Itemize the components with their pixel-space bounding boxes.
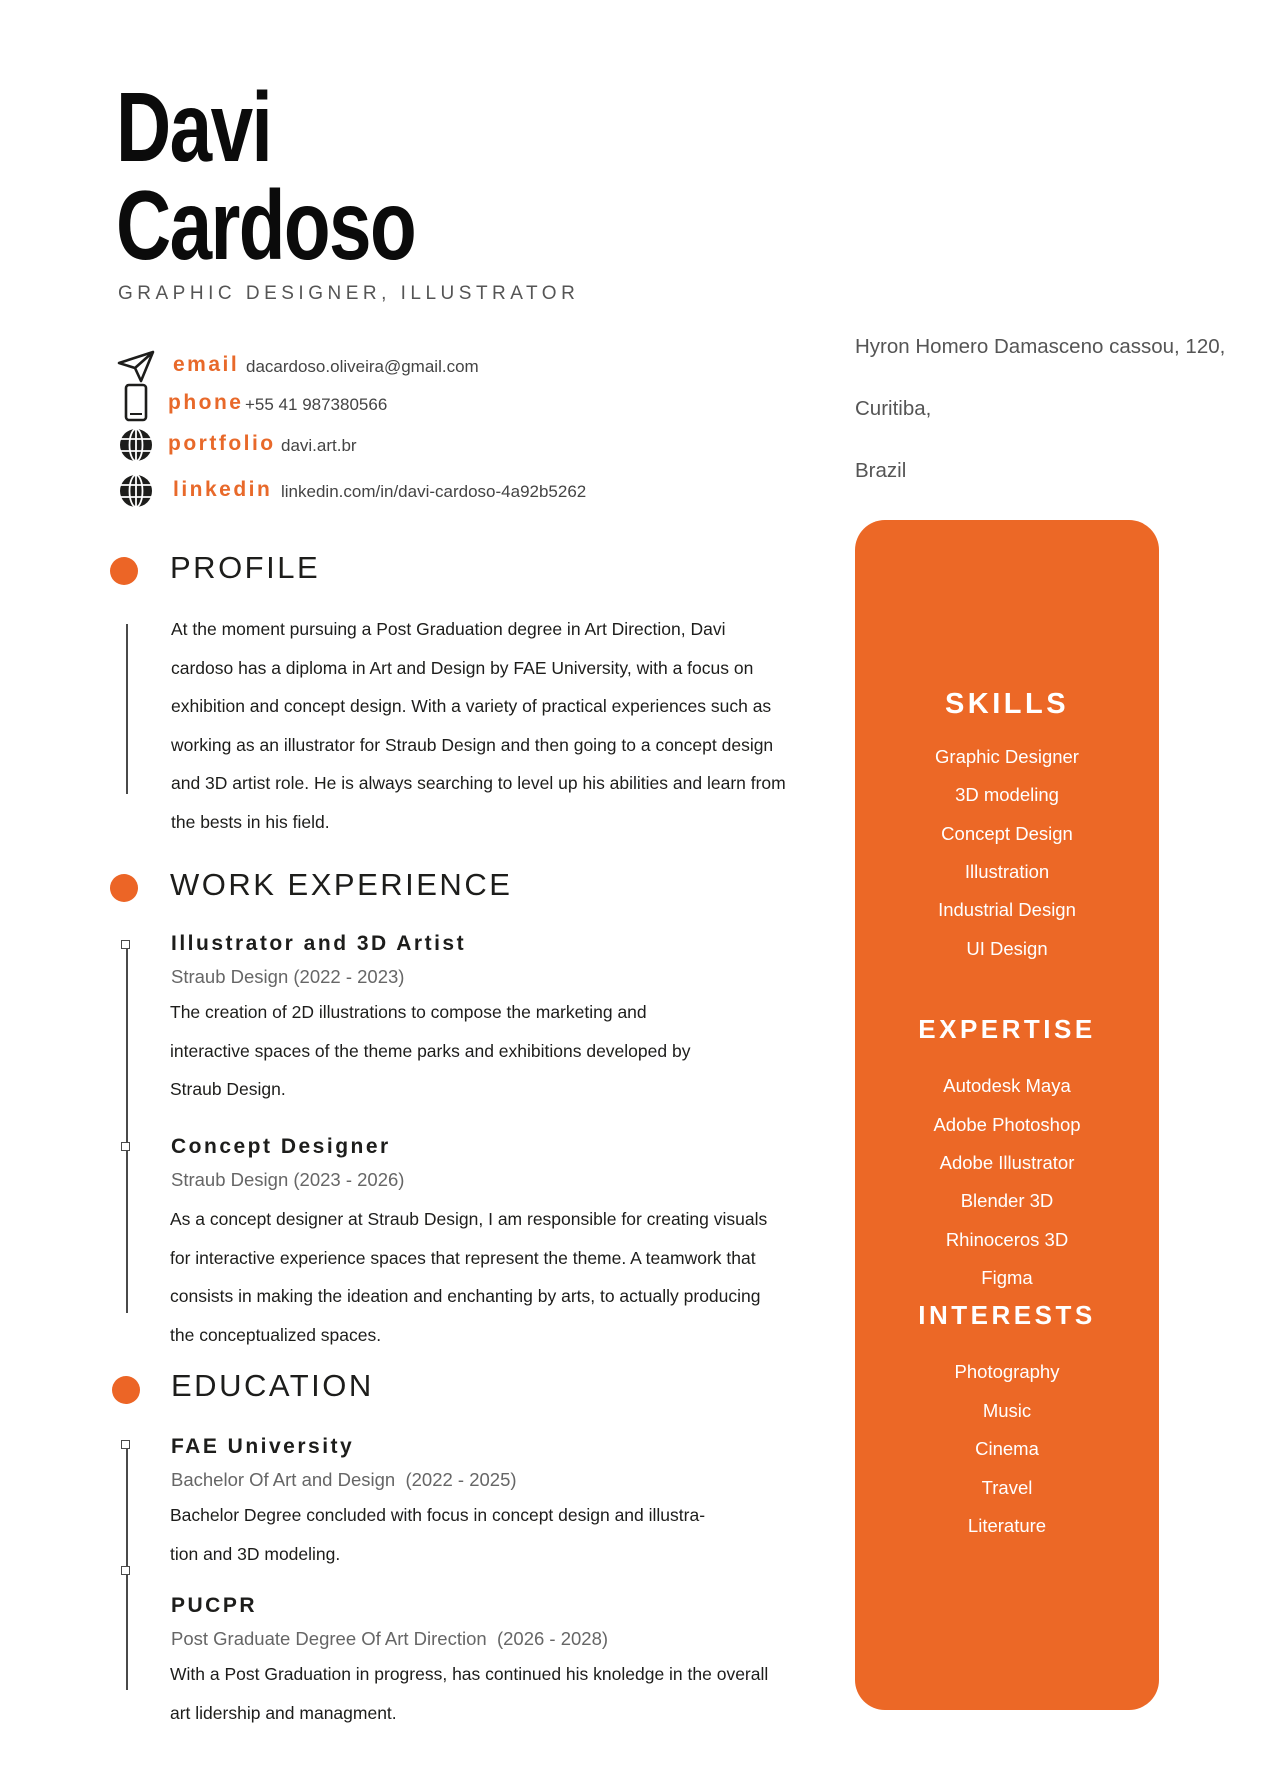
interest-item: Music <box>982 1400 1032 1421</box>
expertise-title: EXPERTISE <box>918 1014 1096 1044</box>
address-line-1: Hyron Homero Damasceno cassou, 120, <box>855 335 1226 358</box>
school-name: FAE University <box>171 1435 355 1458</box>
timeline-line <box>126 624 128 794</box>
portfolio-label: portfolio <box>168 432 276 455</box>
expertise-item: Figma <box>981 1267 1033 1288</box>
skill-item: Concept Design <box>941 823 1073 844</box>
expertise-item: Autodesk Maya <box>943 1075 1071 1096</box>
degree: Post Graduate Degree Of Art Direction (2026 - 2028) <box>171 1628 609 1649</box>
section-dot <box>110 557 138 585</box>
interest-item: Literature <box>967 1515 1047 1536</box>
education-line: Bachelor Degree concluded with focus in concept design and illustra- <box>170 1505 706 1525</box>
education-line: tion and 3D modeling. <box>170 1543 341 1564</box>
email-value[interactable]: dacardoso.oliveira@gmail.com <box>246 357 479 376</box>
profile-line: At the moment pursuing a Post Graduation degree in Art Direction, Davi <box>171 619 726 639</box>
skills-title: SKILLS <box>944 688 1070 720</box>
section-dot <box>112 1376 140 1404</box>
job-line: The creation of 2D illustrations to compose the marketing and <box>170 1002 647 1022</box>
profile-line: and 3D artist role. He is always searching to level up his abilities and learn from <box>171 773 786 793</box>
profile-line: the bests in his field. <box>171 811 330 832</box>
portfolio-value[interactable]: davi.art.br <box>281 436 357 455</box>
job-line: consists in making the ideation and enchanting by arts, to actually producing <box>170 1286 761 1306</box>
globe-icon <box>116 425 156 465</box>
job-company: Straub Design (2022 - 2023) <box>171 966 405 987</box>
job-line: the conceptualized spaces. <box>170 1324 382 1345</box>
education-description <box>170 1655 785 1732</box>
globe-icon <box>116 471 156 511</box>
job-title: Illustrator and 3D Artist <box>171 932 467 955</box>
job-line: Straub Design. <box>170 1079 286 1099</box>
skill-item: Graphic Designer <box>935 746 1079 767</box>
timeline-marker <box>121 1142 130 1151</box>
profile-text <box>171 610 786 841</box>
address-line-3: Brazil <box>855 459 907 482</box>
job-company: Straub Design (2023 - 2026) <box>171 1169 405 1190</box>
education-description <box>170 1496 785 1573</box>
expertise-item: Blender 3D <box>960 1190 1054 1211</box>
job-title: Concept Designer <box>171 1135 391 1158</box>
education-title: EDUCATION <box>171 1368 374 1403</box>
timeline-marker <box>121 940 130 949</box>
profile-line: working as an illustrator for Straub Design and then going to a concept design <box>171 734 774 755</box>
linkedin-label: linkedin <box>173 478 273 501</box>
job-role: GRAPHIC DESIGNER, ILLUSTRATOR <box>118 283 580 304</box>
school-name: PUCPR <box>171 1594 258 1617</box>
profile-line: cardoso has a diploma in Art and Design by FAE University, with a focus on <box>171 657 754 678</box>
section-dot <box>110 874 138 902</box>
address-line-2: Curitiba, <box>855 397 932 420</box>
profile-line: exhibition and concept design. With a variety of practical experiences such as <box>171 696 772 716</box>
phone-label: phone <box>168 391 244 414</box>
education-line: art lidership and managment. <box>170 1702 397 1723</box>
skill-item: Industrial Design <box>938 899 1076 920</box>
profile-title: PROFILE <box>170 550 321 585</box>
interest-item: Cinema <box>975 1438 1039 1459</box>
work-title: WORK EXPERIENCE <box>170 867 513 902</box>
expertise-item: Rhinoceros 3D <box>945 1229 1069 1250</box>
interest-item: Travel <box>981 1477 1033 1498</box>
timeline-line <box>126 945 128 1313</box>
timeline-marker <box>121 1566 130 1575</box>
linkedin-value[interactable]: linkedin.com/in/davi-cardoso-4a92b5262 <box>281 482 587 501</box>
job-description <box>170 1200 785 1354</box>
job-line: As a concept designer at Straub Design, I am responsible for creating visuals <box>170 1209 768 1229</box>
expertise-item: Adobe Photoshop <box>933 1114 1081 1135</box>
last-name: Cardoso <box>116 170 416 280</box>
skill-item: 3D modeling <box>955 784 1059 805</box>
job-description <box>170 993 716 1109</box>
paper-plane-icon <box>116 345 156 385</box>
smartphone-icon <box>116 383 156 423</box>
first-name: Davi <box>116 72 272 182</box>
education-line: With a Post Graduation in progress, has continued his knoledge in the overall <box>170 1664 769 1684</box>
interest-item: Photography <box>954 1361 1060 1382</box>
timeline-marker <box>121 1440 130 1449</box>
phone-value[interactable]: +55 41 987380566 <box>245 395 388 414</box>
skill-item: Illustration <box>964 861 1050 882</box>
job-line: for interactive experience spaces that represent the theme. A teamwork that <box>170 1247 756 1268</box>
interests-title: INTERESTS <box>918 1300 1096 1330</box>
skill-item: UI Design <box>966 938 1048 959</box>
degree: Bachelor Of Art and Design (2022 - 2025) <box>171 1469 517 1490</box>
expertise-item: Adobe Illustrator <box>939 1152 1075 1173</box>
email-label: email <box>173 353 240 376</box>
job-line: interactive spaces of the theme parks and exhibitions developed by <box>170 1040 691 1061</box>
